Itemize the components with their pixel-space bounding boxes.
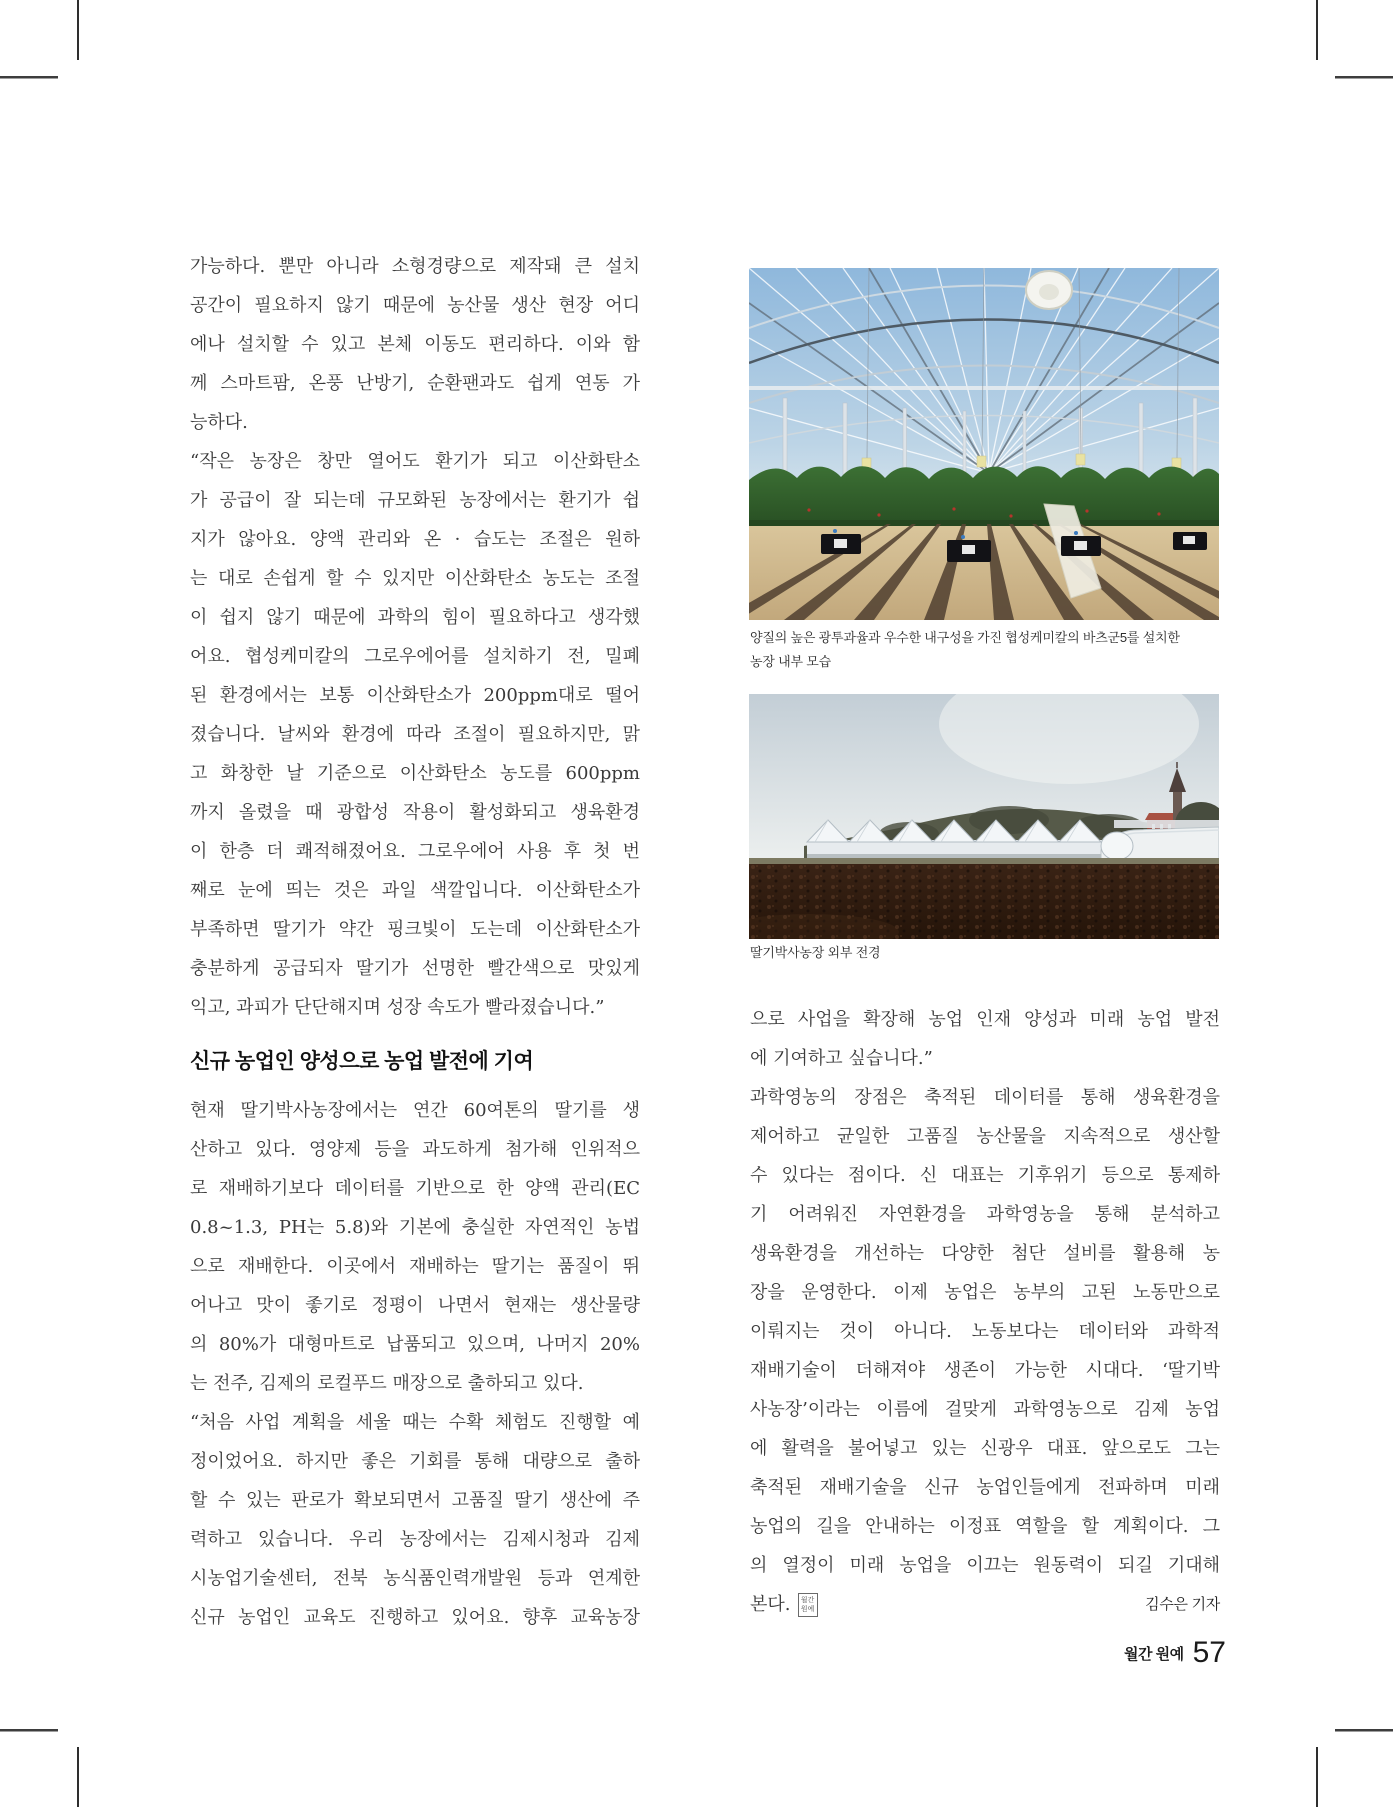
crop-mark-bottom-left-v bbox=[77, 1747, 79, 1807]
text-line: 으로 재배한다. 이곳에서 재배하는 딸기는 품질이 뛰 bbox=[190, 1256, 640, 1277]
text-line: 째로 눈에 띄는 것은 과일 색깔입니다. 이산화탄소가 bbox=[190, 880, 640, 901]
text-line: “작은 농장은 창만 열어도 환기가 되고 이산화탄소 bbox=[190, 451, 640, 472]
text-line: 이 쉽지 않기 때문에 과학의 힘이 필요하다고 생각했 bbox=[190, 607, 640, 628]
text-line: 수 있다는 점이다. 신 대표는 기후위기 등으로 통제하 bbox=[750, 1165, 1220, 1186]
text-line: 기 어려워진 자연환경을 과학영농을 통해 분석하고 bbox=[750, 1204, 1220, 1225]
seal-text-top: 월간 bbox=[800, 1596, 815, 1604]
text-line: 에나 설치할 수 있고 본체 이동도 편리하다. 이와 함 bbox=[190, 334, 640, 355]
text-line: 0.8~1.3, PH는 5.8)와 기본에 충실한 자연적인 농법 bbox=[190, 1217, 640, 1238]
closing-phrase bbox=[750, 1585, 818, 1624]
text-line: 의 80%가 대형마트로 납품되고 있으며, 나머지 20% bbox=[190, 1334, 640, 1355]
photo1-caption bbox=[750, 626, 1222, 674]
caption-line: 딸기박사농장 외부 전경 bbox=[750, 945, 881, 960]
text-line: 까지 올렸을 때 광합성 작용이 활성화되고 생육환경 bbox=[190, 802, 640, 823]
text-line: 제어하고 균일한 고품질 농산물을 지속적으로 생산할 bbox=[750, 1126, 1220, 1147]
text-line: 지가 않아요. 양액 관리와 온 · 습도는 조절은 원하 bbox=[190, 529, 640, 550]
page-footer bbox=[1124, 1638, 1226, 1668]
crop-mark-bottom-right-v bbox=[1316, 1747, 1318, 1807]
text-line: 시농업기술센터, 전북 농식품인력개발원 등과 연계한 bbox=[190, 1568, 640, 1589]
crop-mark-bottom-left-h bbox=[0, 1729, 58, 1732]
text-line: 가 공급이 잘 되는데 규모화된 농장에서는 환기가 쉽 bbox=[190, 490, 640, 511]
text-line: 익고, 과피가 단단해지며 성장 속도가 빨라졌습니다.” bbox=[190, 997, 605, 1018]
text-line: 력하고 있습니다. 우리 농장에서는 김제시청과 김제 bbox=[190, 1529, 640, 1550]
text-line: 능하다. bbox=[190, 412, 248, 433]
photo2-caption bbox=[750, 941, 1222, 965]
text-line: “처음 사업 계획을 세울 때는 수확 체험도 진행할 예 bbox=[190, 1412, 640, 1433]
text-line: 현재 딸기박사농장에서는 연간 60여톤의 딸기를 생 bbox=[190, 1100, 640, 1121]
caption-line: 양질의 높은 광투과율과 우수한 내구성을 가진 협성케미칼의 바츠군5를 설치한 bbox=[750, 630, 1180, 645]
text-line: 에 활력을 불어넣고 있는 신광우 대표. 앞으로도 그는 bbox=[750, 1438, 1220, 1459]
text-line: 산하고 있다. 영양제 등을 과도하게 첨가해 인위적으 bbox=[190, 1139, 640, 1160]
closing-text: 본다. bbox=[750, 1594, 791, 1615]
text-line: 는 전주, 김제의 로컬푸드 매장으로 출하되고 있다. bbox=[190, 1373, 584, 1394]
text-line: 장을 운영한다. 이제 농업은 농부의 고된 노동만으로 bbox=[750, 1282, 1220, 1303]
text-line: 재배기술이 더해져야 생존이 가능한 시대다. ‘딸기박 bbox=[750, 1360, 1220, 1381]
article-left-column bbox=[190, 247, 640, 1637]
text-line: 졌습니다. 날씨와 환경에 따라 조절이 필요하지만, 맑 bbox=[190, 724, 640, 745]
crop-mark-top-left-h bbox=[0, 76, 58, 79]
text-line: 로 재배하기보다 데이터를 기반으로 한 양액 관리(EC bbox=[190, 1178, 640, 1199]
text-line: 농업의 길을 안내하는 이정표 역할을 할 계획이다. 그 bbox=[750, 1516, 1220, 1537]
text-line: 과학영농의 장점은 축적된 데이터를 통해 생육환경을 bbox=[750, 1087, 1220, 1108]
crop-mark-bottom-right-h bbox=[1335, 1729, 1393, 1732]
body-text-block bbox=[750, 1000, 1220, 1585]
text-line: 으로 사업을 확장해 농업 인재 양성과 미래 농업 발전 bbox=[750, 1009, 1220, 1030]
text-line: 된 환경에서는 보통 이산화탄소가 200ppm대로 떨어 bbox=[190, 685, 640, 706]
caption-line: 농장 내부 모습 bbox=[750, 654, 831, 669]
text-line: 가능하다. 뿐만 아니라 소형경량으로 제작돼 큰 설치 bbox=[190, 256, 640, 277]
text-line: 생육환경을 개선하는 다양한 첨단 설비를 활용해 농 bbox=[750, 1243, 1220, 1264]
text-line: 는 대로 손쉽게 할 수 있지만 이산화탄소 농도는 조절 bbox=[190, 568, 640, 589]
text-line: 축적된 재배기술을 신규 농업인들에게 전파하며 미래 bbox=[750, 1477, 1220, 1498]
farm-exterior-illustration bbox=[749, 694, 1219, 939]
text-line: 정이었어요. 하지만 좋은 기회를 통해 대량으로 출하 bbox=[190, 1451, 640, 1472]
text-line: 께 스마트팜, 온풍 난방기, 순환팬과도 쉽게 연동 가 bbox=[190, 373, 640, 394]
body-text-block bbox=[190, 247, 640, 1027]
text-line: 이 한층 더 쾌적해졌어요. 그로우에어 사용 후 첫 번 bbox=[190, 841, 640, 862]
text-line: 어나고 맛이 좋기로 정평이 나면서 현재는 생산물량 bbox=[190, 1295, 640, 1316]
text-line: 부족하면 딸기가 약간 핑크빛이 도는데 이산화탄소가 bbox=[190, 919, 640, 940]
farm-exterior-photo bbox=[749, 694, 1219, 939]
text-line: 공간이 필요하지 않기 때문에 농산물 생산 현장 어디 bbox=[190, 295, 640, 316]
text-line: 이뤄지는 것이 아니다. 노동보다는 데이터와 과학적 bbox=[750, 1321, 1220, 1342]
greenhouse-interior-illustration bbox=[749, 268, 1219, 620]
crop-mark-top-left-v bbox=[77, 0, 79, 60]
section-heading: 신규 농업인 양성으로 농업 발전에 기여 bbox=[190, 1050, 534, 1073]
text-line: 사농장’이라는 이름에 걸맞게 과학영농으로 김제 농업 bbox=[750, 1399, 1220, 1420]
greenhouse-interior-photo bbox=[749, 268, 1219, 620]
magazine-title: 월간 원예 bbox=[1123, 1646, 1184, 1663]
text-line: 어요. 협성케미칼의 그로우에어를 설치하기 전, 밀폐 bbox=[190, 646, 640, 667]
text-line: 에 기여하고 싶습니다.” bbox=[750, 1048, 933, 1069]
text-line: 충분하게 공급되자 딸기가 선명한 빨간색으로 맛있게 bbox=[190, 958, 640, 979]
body-text-block bbox=[190, 1091, 640, 1637]
magazine-seal-icon bbox=[798, 1593, 818, 1617]
text-line: 고 화창한 날 기준으로 이산화탄소 농도를 600ppm bbox=[190, 763, 640, 784]
byline-row bbox=[750, 1585, 1220, 1624]
crop-mark-top-right-h bbox=[1335, 76, 1393, 79]
text-line: 의 열정이 미래 농업을 이끄는 원동력이 되길 기대해 bbox=[750, 1555, 1220, 1576]
article-right-column bbox=[750, 1000, 1220, 1624]
seal-text-bottom: 원예 bbox=[800, 1605, 815, 1613]
reporter-name: 김수은 기자 bbox=[1145, 1596, 1220, 1613]
page-number: 57 bbox=[1192, 1636, 1226, 1669]
text-line: 신규 농업인 교육도 진행하고 있어요. 향후 교육농장 bbox=[190, 1607, 640, 1628]
text-line: 할 수 있는 판로가 확보되면서 고품질 딸기 생산에 주 bbox=[190, 1490, 640, 1511]
crop-mark-top-right-v bbox=[1316, 0, 1318, 60]
